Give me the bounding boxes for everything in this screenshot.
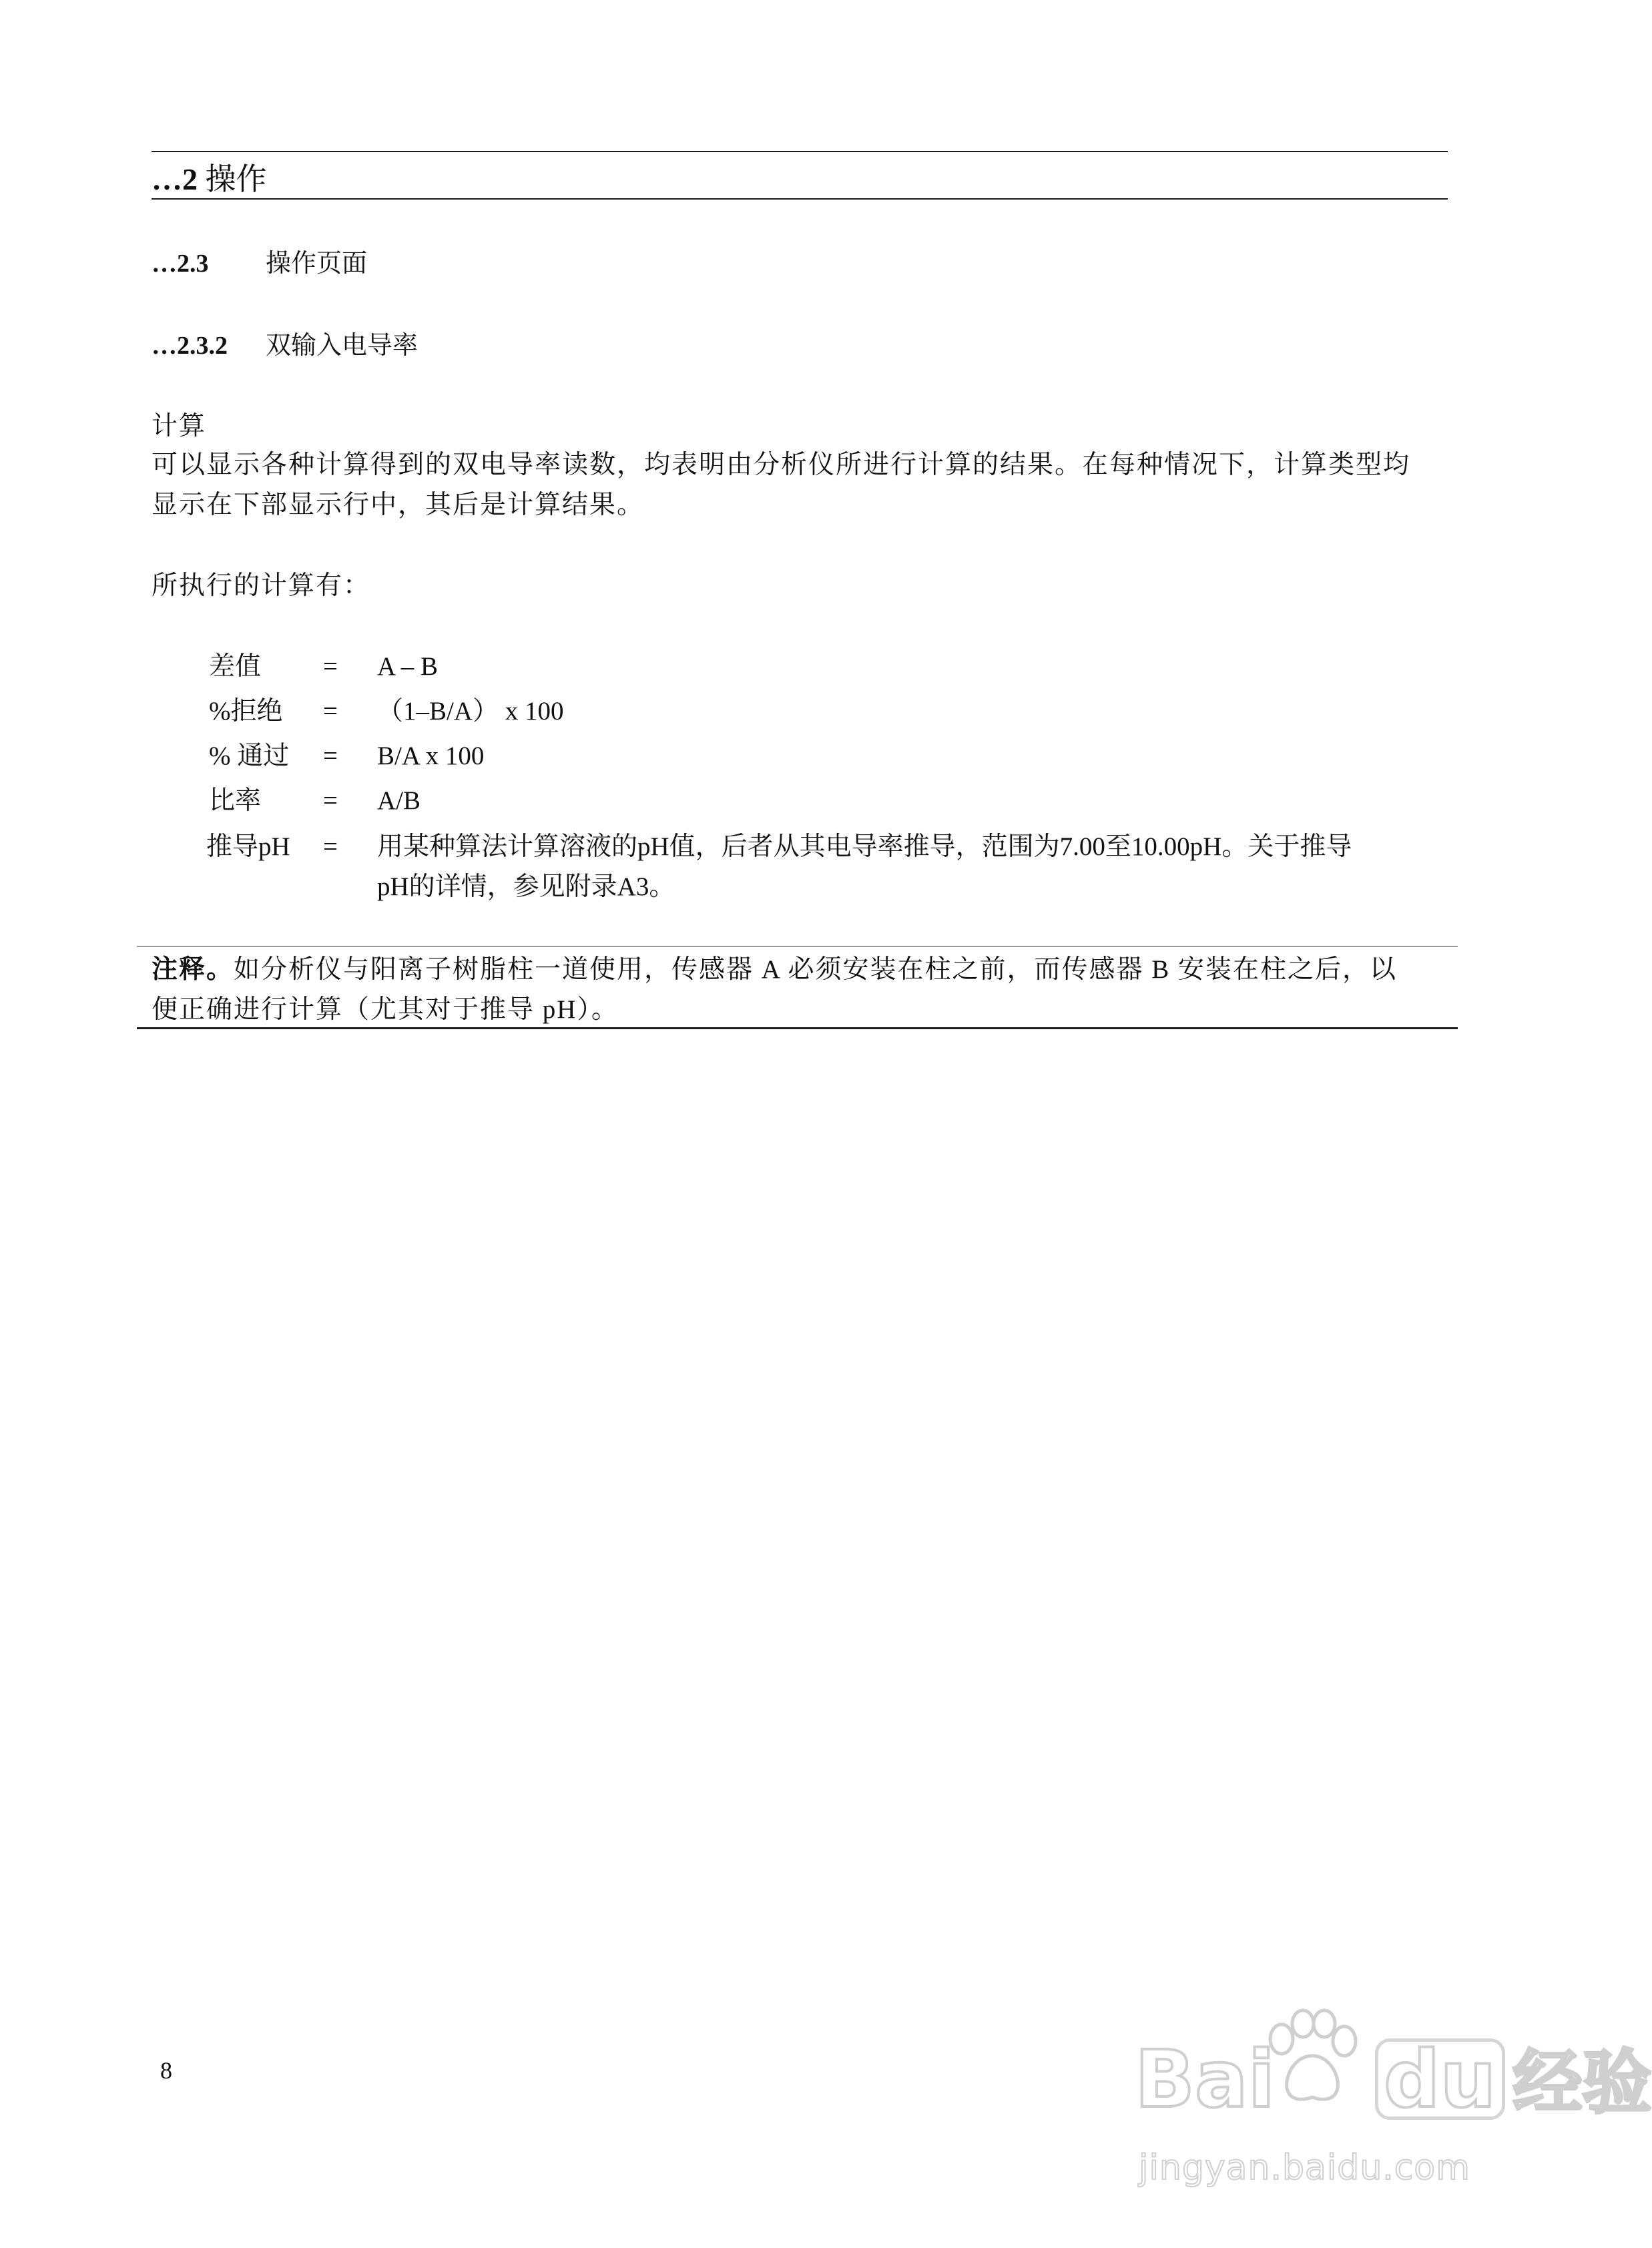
calc-heading: 计算 [152, 412, 207, 441]
calc-value: A – B [377, 652, 439, 681]
note-label: 注释。 [152, 955, 234, 984]
calc-value: （1–B/A） x 100 [377, 697, 564, 726]
calc-equals: = [323, 742, 338, 770]
watermark-logo-part: du [1375, 2038, 1504, 2120]
page-number: 8 [160, 2057, 172, 2084]
list-intro: 所执行的计算有： [152, 571, 371, 600]
paragraph-line: 可以显示各种计算得到的双电导率读数，均表明由分析仪所进行计算的结果。在每种情况下，计算类型均 [152, 451, 1411, 479]
calc-equals: = [323, 652, 338, 681]
note-line [152, 954, 1397, 986]
calc-name: % 通过 [209, 742, 290, 770]
calc-value: pH的详情，参见附录A3。 [377, 872, 675, 901]
calc-name: 比率 [209, 786, 262, 815]
section-number: …2 [152, 162, 198, 196]
calc-name: 差值 [209, 652, 262, 681]
note-bottom-rule [137, 1027, 1458, 1029]
calc-value: 用某种算法计算溶液的pH值，后者从其电导率推导，范围为7.00至10.00pH。关于推导 [377, 832, 1352, 861]
subsubsection-title: 双输入电导率 [266, 332, 419, 360]
paragraph-line: 显示在下部显示行中，其后是计算结果。 [152, 491, 645, 519]
calc-value: B/A x 100 [377, 742, 485, 770]
watermark-logo-part: 经验 [1512, 2042, 1652, 2123]
note-top-rule [137, 946, 1458, 947]
section-header [152, 161, 267, 198]
subsection-number: …2.3 [152, 250, 209, 278]
note-text: 如分析仪与阳离子树脂柱一道使用，传感器 A 必须安装在柱之前，而传感器 B 安装在柱之后，以 [234, 955, 1398, 984]
calc-equals: = [323, 832, 338, 861]
calc-equals: = [323, 786, 338, 815]
header-bottom-rule [152, 198, 1448, 200]
calc-equals: = [323, 697, 338, 726]
baidu-watermark [1135, 1996, 1652, 2216]
watermark-logo [1135, 2033, 1652, 2126]
section-title: 操作 [205, 162, 267, 196]
calc-name: %拒绝 [209, 697, 283, 726]
watermark-logo-part: Bai [1135, 2033, 1276, 2125]
header-top-rule [152, 151, 1448, 152]
watermark-url: jingyan.baidu.com [1139, 2148, 1470, 2188]
subsection-title: 操作页面 [266, 250, 368, 278]
subsubsection-number: …2.3.2 [152, 332, 228, 360]
note-line: 便正确进行计算（尤其对于推导 pH）。 [152, 995, 619, 1024]
calc-value: A/B [377, 786, 421, 815]
calc-name: 推导pH [206, 832, 290, 861]
